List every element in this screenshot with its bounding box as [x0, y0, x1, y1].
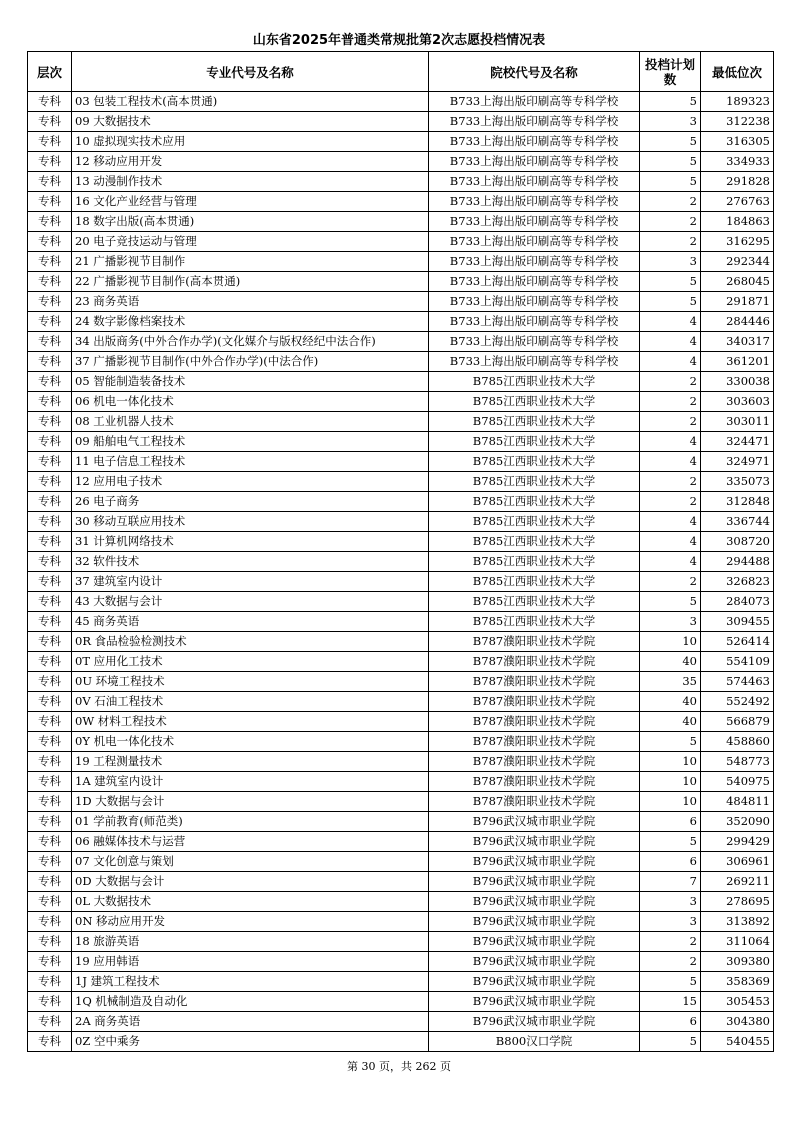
- cell-level: 专科: [28, 272, 72, 292]
- cell-plan: 40: [640, 652, 701, 672]
- cell-level: 专科: [28, 92, 72, 112]
- table-row: [28, 1012, 774, 1032]
- cell-plan: 10: [640, 792, 701, 812]
- cell-rank: 278695: [701, 892, 774, 912]
- cell-level: 专科: [28, 372, 72, 392]
- cell-school: B785江西职业技术大学: [429, 452, 640, 472]
- cell-level: 专科: [28, 932, 72, 952]
- page-footer: 第 30 页，共 262 页: [347, 1060, 451, 1073]
- cell-major: 05 智能制造装备技术: [72, 372, 429, 392]
- table-row: [28, 272, 774, 292]
- cell-plan: 2: [640, 192, 701, 212]
- cell-level: 专科: [28, 112, 72, 132]
- cell-major: 0L 大数据技术: [72, 892, 429, 912]
- cell-rank: 335073: [701, 472, 774, 492]
- header-row: [28, 52, 774, 92]
- cell-rank: 334933: [701, 152, 774, 172]
- cell-plan: 4: [640, 312, 701, 332]
- cell-level: 专科: [28, 672, 72, 692]
- cell-school: B785江西职业技术大学: [429, 492, 640, 512]
- cell-school: B785江西职业技术大学: [429, 392, 640, 412]
- cell-plan: 5: [640, 152, 701, 172]
- cell-rank: 330038: [701, 372, 774, 392]
- cell-major: 18 旅游英语: [72, 932, 429, 952]
- table-row: [28, 1032, 774, 1052]
- table-row: [28, 772, 774, 792]
- cell-school: B787濮阳职业技术学院: [429, 652, 640, 672]
- cell-school: B787濮阳职业技术学院: [429, 672, 640, 692]
- cell-school: B796武汉城市职业学院: [429, 972, 640, 992]
- table-row: [28, 692, 774, 712]
- header-major: 专业代号及名称: [72, 52, 429, 92]
- table-row: [28, 172, 774, 192]
- cell-rank: 299429: [701, 832, 774, 852]
- cell-school: B785江西职业技术大学: [429, 412, 640, 432]
- cell-level: 专科: [28, 132, 72, 152]
- table-row: [28, 212, 774, 232]
- cell-plan: 5: [640, 272, 701, 292]
- table-row: [28, 132, 774, 152]
- cell-rank: 336744: [701, 512, 774, 532]
- cell-school: B796武汉城市职业学院: [429, 812, 640, 832]
- header-plan: 投档计划数: [640, 52, 701, 92]
- cell-school: B785江西职业技术大学: [429, 432, 640, 452]
- table-row: [28, 512, 774, 532]
- cell-rank: 552492: [701, 692, 774, 712]
- cell-major: 0Y 机电一体化技术: [72, 732, 429, 752]
- cell-school: B733上海出版印刷高等专科学校: [429, 212, 640, 232]
- cell-school: B733上海出版印刷高等专科学校: [429, 152, 640, 172]
- table-row: [28, 672, 774, 692]
- table-row: [28, 332, 774, 352]
- cell-school: B787濮阳职业技术学院: [429, 632, 640, 652]
- cell-school: B787濮阳职业技术学院: [429, 732, 640, 752]
- cell-rank: 548773: [701, 752, 774, 772]
- table-header: [28, 52, 774, 92]
- cell-major: 0V 石油工程技术: [72, 692, 429, 712]
- cell-school: B785江西职业技术大学: [429, 532, 640, 552]
- cell-rank: 268045: [701, 272, 774, 292]
- cell-plan: 4: [640, 552, 701, 572]
- cell-major: 12 应用电子技术: [72, 472, 429, 492]
- cell-school: B787濮阳职业技术学院: [429, 712, 640, 732]
- table-row: [28, 632, 774, 652]
- table-row: [28, 852, 774, 872]
- cell-major: 31 计算机网络技术: [72, 532, 429, 552]
- cell-rank: 294488: [701, 552, 774, 572]
- cell-major: 26 电子商务: [72, 492, 429, 512]
- cell-major: 34 出版商务(中外合作办学)(文化媒介与版权经纪中法合作): [72, 332, 429, 352]
- cell-school: B733上海出版印刷高等专科学校: [429, 232, 640, 252]
- cell-plan: 40: [640, 712, 701, 732]
- cell-rank: 309455: [701, 612, 774, 632]
- cell-school: B733上海出版印刷高等专科学校: [429, 92, 640, 112]
- cell-major: 23 商务英语: [72, 292, 429, 312]
- cell-major: 37 广播影视节目制作(中外合作办学)(中法合作): [72, 352, 429, 372]
- cell-major: 13 动漫制作技术: [72, 172, 429, 192]
- cell-plan: 5: [640, 972, 701, 992]
- table-row: [28, 152, 774, 172]
- cell-rank: 574463: [701, 672, 774, 692]
- cell-school: B796武汉城市职业学院: [429, 872, 640, 892]
- cell-rank: 312848: [701, 492, 774, 512]
- cell-level: 专科: [28, 252, 72, 272]
- cell-plan: 2: [640, 572, 701, 592]
- cell-level: 专科: [28, 652, 72, 672]
- cell-rank: 184863: [701, 212, 774, 232]
- cell-school: B785江西职业技术大学: [429, 372, 640, 392]
- table-row: [28, 652, 774, 672]
- cell-school: B787濮阳职业技术学院: [429, 752, 640, 772]
- cell-rank: 458860: [701, 732, 774, 752]
- table-row: [28, 432, 774, 452]
- cell-rank: 284073: [701, 592, 774, 612]
- table-row: [28, 612, 774, 632]
- table-row: [28, 452, 774, 472]
- cell-rank: 352090: [701, 812, 774, 832]
- cell-plan: 5: [640, 832, 701, 852]
- cell-school: B800汉口学院: [429, 1032, 640, 1052]
- cell-rank: 484811: [701, 792, 774, 812]
- cell-plan: 6: [640, 852, 701, 872]
- cell-plan: 4: [640, 532, 701, 552]
- page-title: 山东省2025年普通类常规批第2次志愿投档情况表: [252, 33, 546, 48]
- cell-major: 43 大数据与会计: [72, 592, 429, 612]
- cell-plan: 4: [640, 512, 701, 532]
- cell-plan: 4: [640, 332, 701, 352]
- cell-rank: 324971: [701, 452, 774, 472]
- cell-school: B785江西职业技术大学: [429, 552, 640, 572]
- cell-plan: 3: [640, 912, 701, 932]
- cell-level: 专科: [28, 232, 72, 252]
- table-row: [28, 372, 774, 392]
- table-row: [28, 972, 774, 992]
- cell-plan: 3: [640, 112, 701, 132]
- cell-level: 专科: [28, 332, 72, 352]
- table-row: [28, 792, 774, 812]
- cell-level: 专科: [28, 872, 72, 892]
- table-row: [28, 252, 774, 272]
- cell-level: 专科: [28, 832, 72, 852]
- cell-school: B787濮阳职业技术学院: [429, 772, 640, 792]
- table-row: [28, 572, 774, 592]
- cell-school: B785江西职业技术大学: [429, 592, 640, 612]
- cell-school: B733上海出版印刷高等专科学校: [429, 352, 640, 372]
- cell-level: 专科: [28, 472, 72, 492]
- table-row: [28, 112, 774, 132]
- cell-level: 专科: [28, 852, 72, 872]
- cell-plan: 5: [640, 592, 701, 612]
- cell-level: 专科: [28, 812, 72, 832]
- cell-rank: 311064: [701, 932, 774, 952]
- cell-level: 专科: [28, 612, 72, 632]
- cell-level: 专科: [28, 352, 72, 372]
- table-row: [28, 392, 774, 412]
- table-row: [28, 832, 774, 852]
- cell-school: B733上海出版印刷高等专科学校: [429, 252, 640, 272]
- cell-level: 专科: [28, 692, 72, 712]
- cell-level: 专科: [28, 452, 72, 472]
- cell-level: 专科: [28, 292, 72, 312]
- table-row: [28, 712, 774, 732]
- cell-level: 专科: [28, 992, 72, 1012]
- cell-rank: 189323: [701, 92, 774, 112]
- cell-plan: 4: [640, 452, 701, 472]
- cell-level: 专科: [28, 732, 72, 752]
- cell-major: 37 建筑室内设计: [72, 572, 429, 592]
- table-row: [28, 752, 774, 772]
- cell-plan: 10: [640, 632, 701, 652]
- cell-plan: 5: [640, 132, 701, 152]
- table-row: [28, 472, 774, 492]
- table-row: [28, 92, 774, 112]
- cell-rank: 276763: [701, 192, 774, 212]
- cell-major: 1A 建筑室内设计: [72, 772, 429, 792]
- cell-plan: 2: [640, 412, 701, 432]
- cell-plan: 5: [640, 292, 701, 312]
- cell-major: 2A 商务英语: [72, 1012, 429, 1032]
- cell-level: 专科: [28, 492, 72, 512]
- cell-plan: 35: [640, 672, 701, 692]
- cell-major: 0D 大数据与会计: [72, 872, 429, 892]
- cell-major: 30 移动互联应用技术: [72, 512, 429, 532]
- cell-level: 专科: [28, 312, 72, 332]
- cell-plan: 2: [640, 392, 701, 412]
- cell-major: 20 电子竞技运动与管理: [72, 232, 429, 252]
- admission-table: [27, 51, 774, 1052]
- cell-major: 03 包装工程技术(高本贯通): [72, 92, 429, 112]
- cell-plan: 40: [640, 692, 701, 712]
- cell-school: B796武汉城市职业学院: [429, 952, 640, 972]
- cell-school: B796武汉城市职业学院: [429, 832, 640, 852]
- cell-rank: 291828: [701, 172, 774, 192]
- cell-rank: 358369: [701, 972, 774, 992]
- cell-level: 专科: [28, 1012, 72, 1032]
- cell-major: 24 数字影像档案技术: [72, 312, 429, 332]
- cell-rank: 316295: [701, 232, 774, 252]
- cell-school: B733上海出版印刷高等专科学校: [429, 192, 640, 212]
- cell-level: 专科: [28, 532, 72, 552]
- cell-major: 09 大数据技术: [72, 112, 429, 132]
- cell-school: B785江西职业技术大学: [429, 512, 640, 532]
- table-row: [28, 592, 774, 612]
- cell-major: 10 虚拟现实技术应用: [72, 132, 429, 152]
- cell-rank: 340317: [701, 332, 774, 352]
- table-row: [28, 292, 774, 312]
- cell-level: 专科: [28, 412, 72, 432]
- cell-plan: 10: [640, 752, 701, 772]
- table-row: [28, 312, 774, 332]
- cell-level: 专科: [28, 172, 72, 192]
- cell-major: 21 广播影视节目制作: [72, 252, 429, 272]
- cell-level: 专科: [28, 792, 72, 812]
- cell-rank: 303603: [701, 392, 774, 412]
- header-school: 院校代号及名称: [429, 52, 640, 92]
- cell-major: 01 学前教育(师范类): [72, 812, 429, 832]
- cell-level: 专科: [28, 632, 72, 652]
- cell-school: B733上海出版印刷高等专科学校: [429, 332, 640, 352]
- cell-school: B733上海出版印刷高等专科学校: [429, 132, 640, 152]
- cell-school: B785江西职业技术大学: [429, 612, 640, 632]
- cell-school: B796武汉城市职业学院: [429, 992, 640, 1012]
- cell-major: 22 广播影视节目制作(高本贯通): [72, 272, 429, 292]
- cell-major: 16 文化产业经营与管理: [72, 192, 429, 212]
- cell-rank: 306961: [701, 852, 774, 872]
- cell-rank: 292344: [701, 252, 774, 272]
- cell-plan: 15: [640, 992, 701, 1012]
- cell-rank: 308720: [701, 532, 774, 552]
- cell-plan: 7: [640, 872, 701, 892]
- cell-rank: 540455: [701, 1032, 774, 1052]
- header-level: 层次: [28, 52, 72, 92]
- table-row: [28, 492, 774, 512]
- cell-school: B796武汉城市职业学院: [429, 892, 640, 912]
- cell-major: 45 商务英语: [72, 612, 429, 632]
- cell-rank: 312238: [701, 112, 774, 132]
- cell-major: 0N 移动应用开发: [72, 912, 429, 932]
- cell-rank: 554109: [701, 652, 774, 672]
- cell-level: 专科: [28, 512, 72, 532]
- cell-plan: 5: [640, 92, 701, 112]
- cell-major: 07 文化创意与策划: [72, 852, 429, 872]
- cell-rank: 303011: [701, 412, 774, 432]
- table-row: [28, 352, 774, 372]
- cell-school: B796武汉城市职业学院: [429, 932, 640, 952]
- cell-rank: 309380: [701, 952, 774, 972]
- cell-rank: 326823: [701, 572, 774, 592]
- cell-plan: 2: [640, 232, 701, 252]
- cell-level: 专科: [28, 1032, 72, 1052]
- cell-level: 专科: [28, 772, 72, 792]
- cell-plan: 10: [640, 772, 701, 792]
- table-row: [28, 992, 774, 1012]
- cell-level: 专科: [28, 592, 72, 612]
- cell-major: 08 工业机器人技术: [72, 412, 429, 432]
- cell-plan: 5: [640, 732, 701, 752]
- cell-rank: 305453: [701, 992, 774, 1012]
- table-row: [28, 812, 774, 832]
- cell-rank: 269211: [701, 872, 774, 892]
- cell-school: B796武汉城市职业学院: [429, 1012, 640, 1032]
- cell-rank: 361201: [701, 352, 774, 372]
- cell-plan: 3: [640, 612, 701, 632]
- header-rank: 最低位次: [701, 52, 774, 92]
- table-body: [28, 92, 774, 1052]
- cell-rank: 304380: [701, 1012, 774, 1032]
- cell-rank: 291871: [701, 292, 774, 312]
- cell-level: 专科: [28, 972, 72, 992]
- cell-level: 专科: [28, 552, 72, 572]
- cell-level: 专科: [28, 952, 72, 972]
- table-row: [28, 552, 774, 572]
- cell-rank: 324471: [701, 432, 774, 452]
- table-row: [28, 872, 774, 892]
- table-row: [28, 932, 774, 952]
- cell-school: B733上海出版印刷高等专科学校: [429, 172, 640, 192]
- cell-school: B733上海出版印刷高等专科学校: [429, 312, 640, 332]
- cell-plan: 2: [640, 492, 701, 512]
- cell-level: 专科: [28, 752, 72, 772]
- cell-plan: 5: [640, 1032, 701, 1052]
- cell-major: 06 机电一体化技术: [72, 392, 429, 412]
- cell-school: B787濮阳职业技术学院: [429, 692, 640, 712]
- cell-school: B785江西职业技术大学: [429, 572, 640, 592]
- cell-major: 19 工程测量技术: [72, 752, 429, 772]
- cell-major: 0Z 空中乘务: [72, 1032, 429, 1052]
- cell-plan: 3: [640, 252, 701, 272]
- cell-level: 专科: [28, 212, 72, 232]
- cell-major: 0W 材料工程技术: [72, 712, 429, 732]
- cell-level: 专科: [28, 892, 72, 912]
- cell-school: B785江西职业技术大学: [429, 472, 640, 492]
- cell-plan: 6: [640, 812, 701, 832]
- table-row: [28, 892, 774, 912]
- cell-rank: 526414: [701, 632, 774, 652]
- cell-plan: 4: [640, 352, 701, 372]
- cell-plan: 2: [640, 932, 701, 952]
- cell-major: 1D 大数据与会计: [72, 792, 429, 812]
- cell-level: 专科: [28, 912, 72, 932]
- table-row: [28, 952, 774, 972]
- cell-level: 专科: [28, 192, 72, 212]
- cell-major: 0U 环境工程技术: [72, 672, 429, 692]
- cell-plan: 3: [640, 892, 701, 912]
- cell-plan: 2: [640, 952, 701, 972]
- cell-plan: 2: [640, 212, 701, 232]
- table-row: [28, 732, 774, 752]
- cell-level: 专科: [28, 152, 72, 172]
- cell-level: 专科: [28, 712, 72, 732]
- cell-rank: 316305: [701, 132, 774, 152]
- cell-rank: 313892: [701, 912, 774, 932]
- cell-plan: 2: [640, 372, 701, 392]
- cell-school: B796武汉城市职业学院: [429, 852, 640, 872]
- cell-major: 0R 食品检验检测技术: [72, 632, 429, 652]
- table-row: [28, 412, 774, 432]
- cell-rank: 540975: [701, 772, 774, 792]
- table-row: [28, 912, 774, 932]
- cell-level: 专科: [28, 392, 72, 412]
- cell-rank: 284446: [701, 312, 774, 332]
- cell-major: 19 应用韩语: [72, 952, 429, 972]
- cell-major: 1J 建筑工程技术: [72, 972, 429, 992]
- cell-major: 06 融媒体技术与运营: [72, 832, 429, 852]
- cell-plan: 6: [640, 1012, 701, 1032]
- cell-major: 12 移动应用开发: [72, 152, 429, 172]
- cell-level: 专科: [28, 572, 72, 592]
- cell-rank: 566879: [701, 712, 774, 732]
- cell-school: B733上海出版印刷高等专科学校: [429, 292, 640, 312]
- table-row: [28, 192, 774, 212]
- cell-major: 09 船舶电气工程技术: [72, 432, 429, 452]
- table-row: [28, 532, 774, 552]
- cell-major: 32 软件技术: [72, 552, 429, 572]
- cell-plan: 5: [640, 172, 701, 192]
- cell-school: B733上海出版印刷高等专科学校: [429, 272, 640, 292]
- cell-plan: 2: [640, 472, 701, 492]
- cell-school: B796武汉城市职业学院: [429, 912, 640, 932]
- cell-school: B733上海出版印刷高等专科学校: [429, 112, 640, 132]
- cell-plan: 4: [640, 432, 701, 452]
- cell-major: 0T 应用化工技术: [72, 652, 429, 672]
- cell-level: 专科: [28, 432, 72, 452]
- cell-major: 1Q 机械制造及自动化: [72, 992, 429, 1012]
- table-row: [28, 232, 774, 252]
- cell-school: B787濮阳职业技术学院: [429, 792, 640, 812]
- cell-major: 11 电子信息工程技术: [72, 452, 429, 472]
- cell-major: 18 数字出版(高本贯通): [72, 212, 429, 232]
